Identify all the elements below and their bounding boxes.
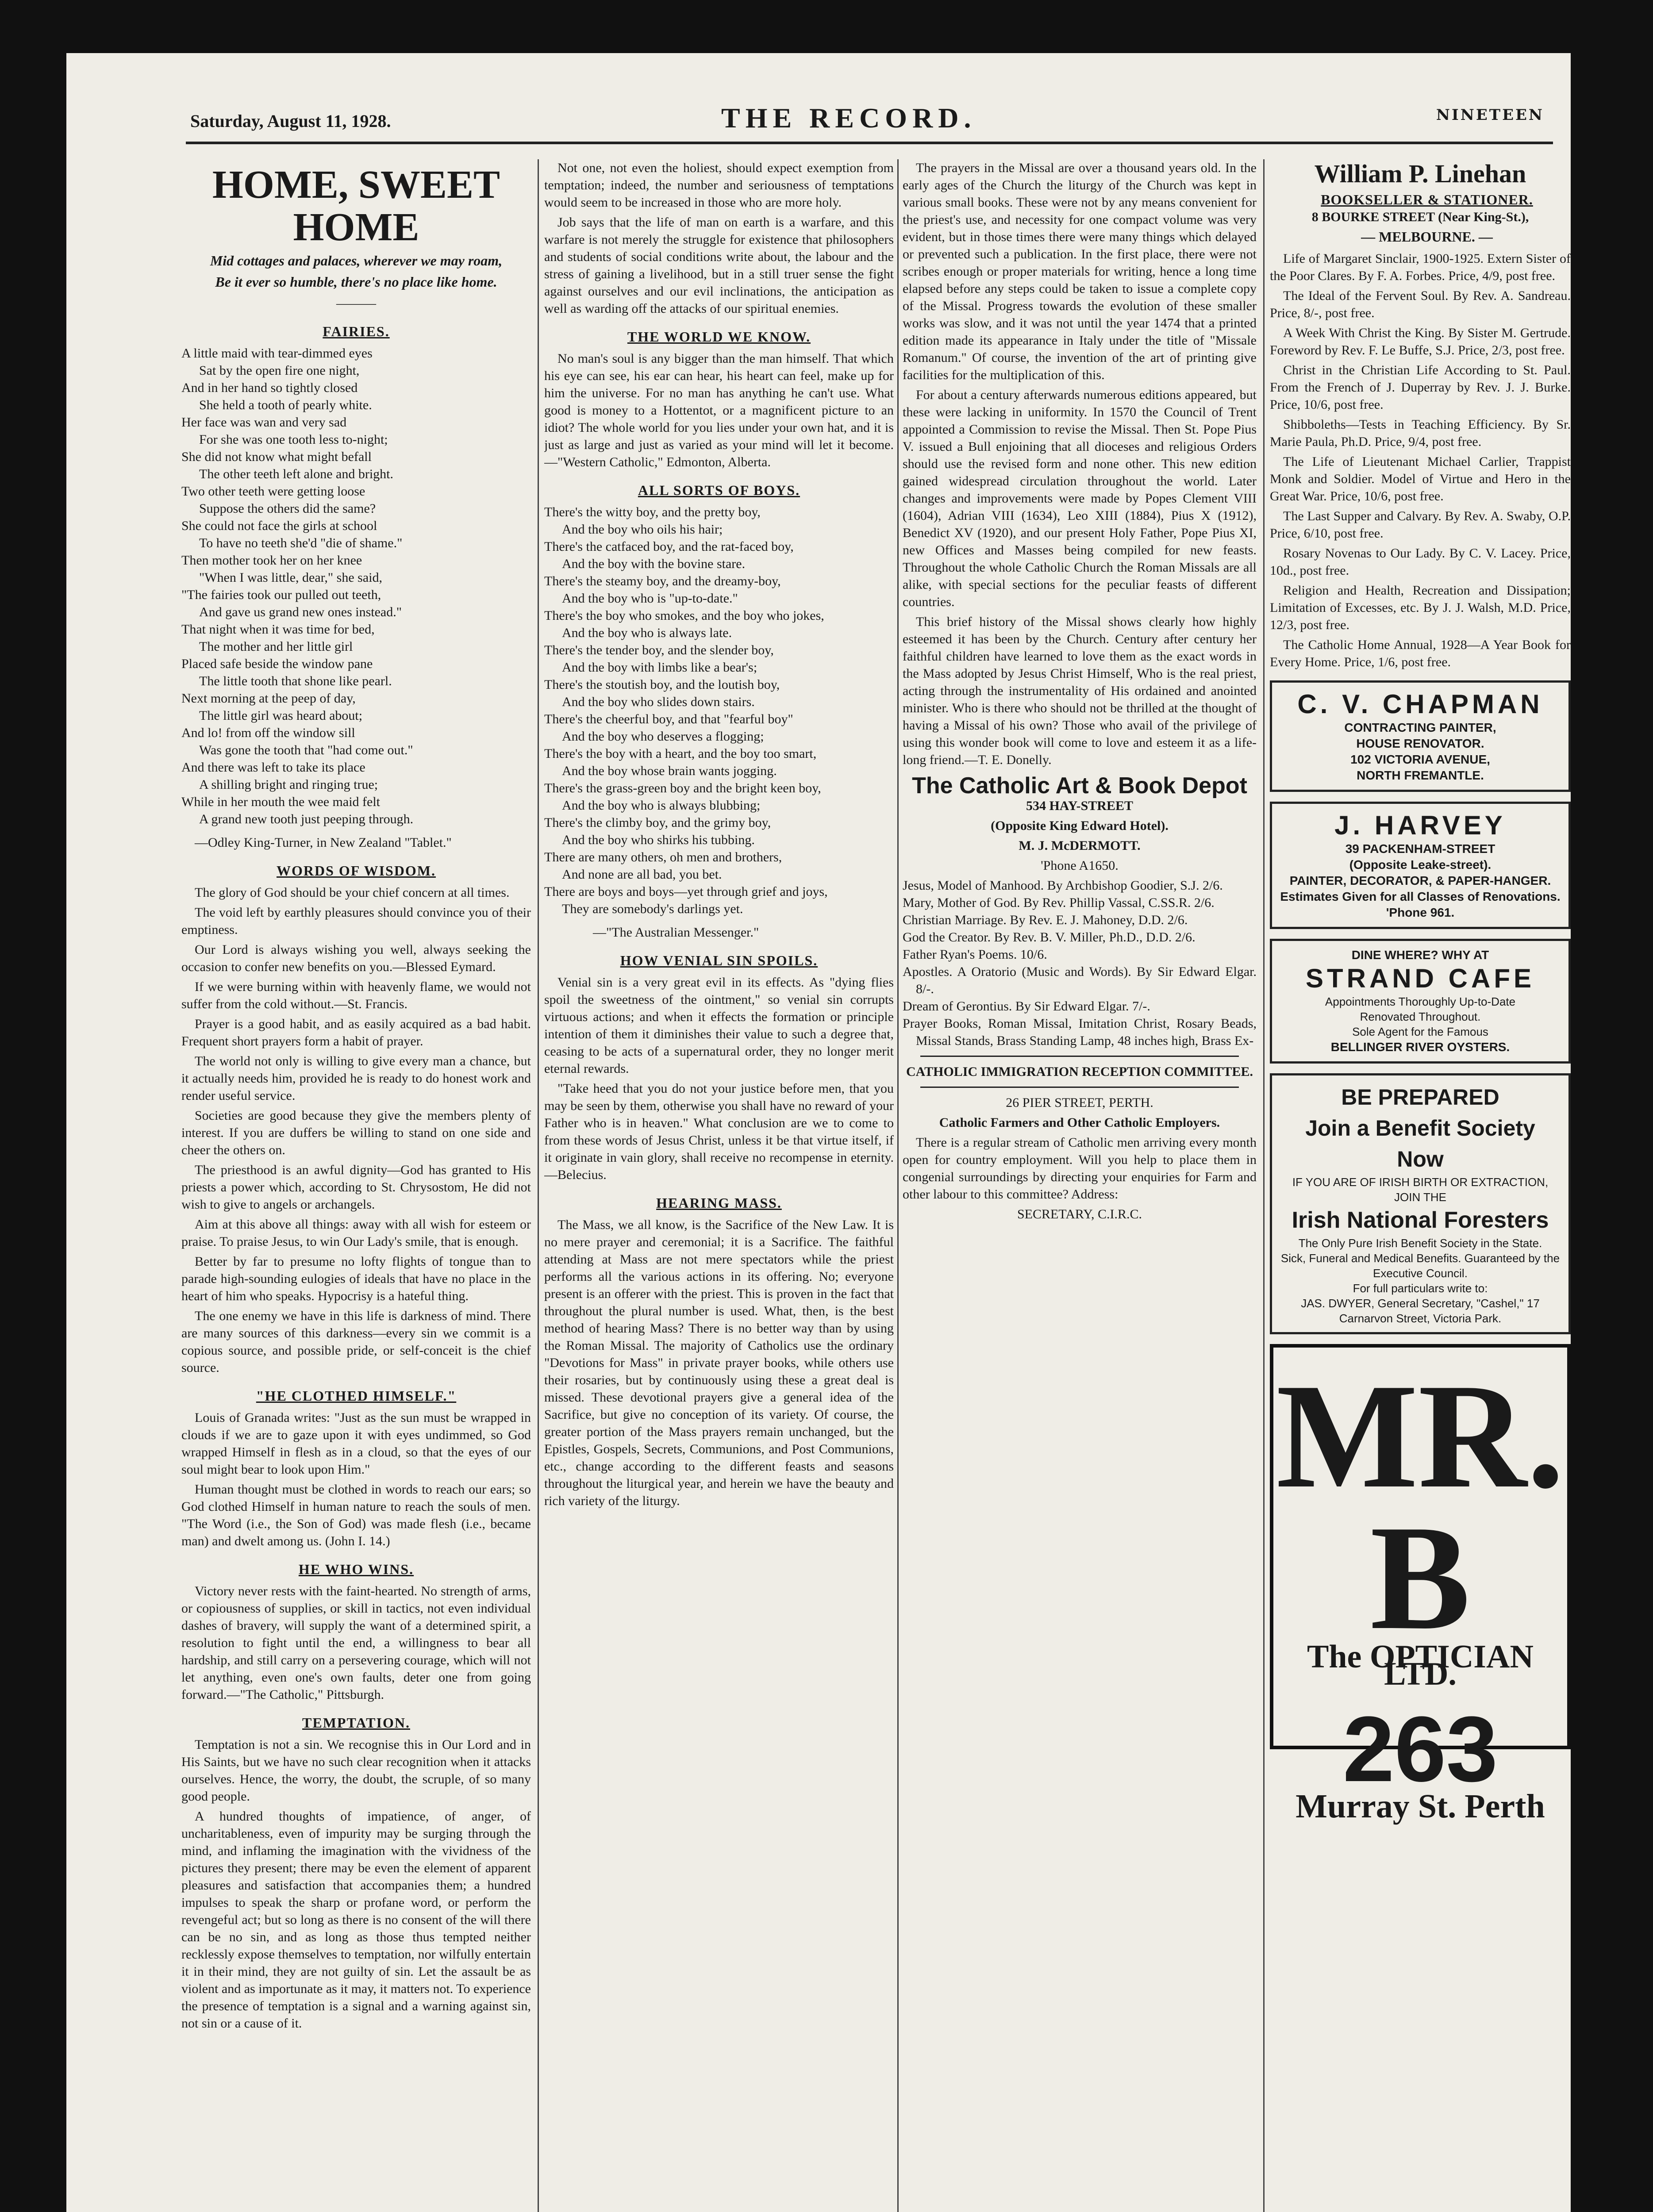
poem-line: "The fairies took our pulled out teeth, <box>181 588 381 602</box>
column-1 <box>181 159 531 2212</box>
poem-line: And the boy with the bovine stare. <box>562 557 746 571</box>
linehan-name: William P. Linehan <box>1314 159 1526 188</box>
book-item: God the Creator. By Rev. B. V. Miller, Ph.D., D.D. 2/6. <box>903 930 1196 945</box>
poem-line: And in her hand so tightly closed <box>181 380 358 395</box>
mrb-number: 263 <box>1342 1697 1498 1801</box>
poem-line: There are many others, oh men and brothers, <box>544 850 782 864</box>
harvey-line: (Opposite Leake-street). <box>1349 858 1492 872</box>
strand-line: Appointments Thoroughly Up-to-Date <box>1325 995 1516 1008</box>
poem-line: Her face was wan and very sad <box>181 415 347 430</box>
linehan-trade: BOOKSELLER & STATIONER. <box>1321 192 1533 207</box>
chapman-name: C. V. CHAPMAN <box>1297 689 1543 719</box>
linehan-item: The Life of Lieutenant Michael Carlier, Trappist Monk and Soldier. Model of Virtue and Hero in the Great War. Price, 10/6, post free. <box>1270 454 1571 503</box>
chapman-line: 102 VICTORIA AVENUE, <box>1350 753 1490 766</box>
foresters-line: IF YOU ARE OF IRISH BIRTH OR EXTRACTION, JOIN THE <box>1292 1175 1549 1204</box>
fairies-heading: FAIRIES. <box>323 323 390 339</box>
paragraph: "Take heed that you do not your justice before men, that you may be seen by them, otherwise you shall have no reward of your Father who is in heaven." What conclusion are we to come to from these words of Jesus Christ, unless it be that virtue itself, if it originate in vain glory, shall receive no recompense in eternity.—Belecius. <box>544 1081 894 1182</box>
poem-line: There's the tender boy, and the slender boy, <box>544 643 774 657</box>
immigration-body: There is a regular stream of Catholic men arriving every month open for country employment. Will you help to place them in congenial surroundings by directing your enquiries for Farm and other labour to this committee? Address: <box>903 1135 1257 1202</box>
poem-line: And the boy who is always late. <box>562 626 732 640</box>
poem-line: To have no teeth she'd "die of shame." <box>199 536 403 550</box>
foresters-join: Join a Benefit Society Now <box>1305 1116 1535 1171</box>
book-item: Christian Marriage. By Rev. E. J. Mahoney, D.D. 2/6. <box>903 913 1188 927</box>
home-subtitle-1: Mid cottages and palaces, wherever we may roam, <box>210 253 503 269</box>
poem-line: The mother and her little girl <box>199 639 353 654</box>
poem-line: The little tooth that shone like pearl. <box>199 674 392 688</box>
paragraph: Job says that the life of man on earth is a warfare, and this warfare is not merely the struggle for existence that philosophers and students of social conditions write about, the labour and the stress of gaining a livelihood, but in a still truer sense the fight against ourselves and our evil inclinations, the anticipation as well as warding off the attacks of our spiritual enemies. <box>544 215 894 316</box>
poem-line: There's the boy with a heart, and the boy too smart, <box>544 746 817 761</box>
book-item: Jesus, Model of Manhood. By Archbishop Goodier, S.J. 2/6. <box>903 878 1223 893</box>
masthead: THE RECORD. <box>721 102 976 134</box>
paragraph: The one enemy we have in this life is darkness of mind. There are many sources of this darkness—every sin we commit is a copious source, and possible pride, or self-conceit is the chief source. <box>181 1309 531 1375</box>
column-4 <box>1270 159 1571 2212</box>
linehan-item: The Ideal of the Fervent Soul. By Rev. A. Sandreau. Price, 8/-, post free. <box>1270 288 1571 320</box>
linehan-item: The Catholic Home Annual, 1928—A Year Book for Every Home. Price, 1/6, post free. <box>1270 637 1571 669</box>
poem-line: And the boy who oils his hair; <box>562 522 723 537</box>
newspaper-page <box>66 53 1571 2212</box>
paragraph: Temptation is not a sin. We recognise this in Our Lord and in His Saints, but we have no such clear recognition when it attacks ourselves. Hence, the worry, the doubt, the scruple, of so many good people. <box>181 1737 531 1804</box>
poem-line: That night when it was time for bed, <box>181 622 375 637</box>
foresters-line: The Only Pure Irish Benefit Society in the State. <box>1298 1237 1542 1250</box>
linehan-item: The Last Supper and Calvary. By Rev. A. Swaby, O.P. Price, 6/10, post free. <box>1270 509 1571 541</box>
boys-attribution: —"The Australian Messenger." <box>593 925 759 940</box>
column-2 <box>544 159 894 2212</box>
column-divider <box>1263 159 1265 2212</box>
foresters-name: Irish National Foresters <box>1292 1207 1549 1233</box>
poem-line: There's the stoutish boy, and the loutish boy, <box>544 677 780 692</box>
column-divider <box>538 159 539 2212</box>
mrb-street: Murray St. Perth <box>1295 1788 1545 1825</box>
foresters-line: Sick, Funeral and Medical Benefits. Guaranteed by the Executive Council. <box>1280 1252 1560 1280</box>
poem-line: There's the grass-green boy and the bright keen boy, <box>544 781 821 795</box>
paragraph: The prayers in the Missal are over a thousand years old. In the early ages of the Church the liturgy of the Church was kept in various small books. These were not by any means convenient for the priest's use, and necessity for one compact volume was very evident, but in those times there were many things which delayed or prevented such a publication. In the first place, there were not scribes enough or proper materials for writing, hence a long time elapsed before any steps could be taken to issue a complete copy of the Missal. Progress towards the evolution of these smaller works was slow, and it was not until the year 1474 that a printed edition made its appearance in Italy under the title of "Missale Romanum." Of course, the invention of the art of printing give facilities for the multiplication of this. <box>903 161 1257 382</box>
immigration-address: 26 PIER STREET, PERTH. <box>1006 1095 1153 1110</box>
poem-line: The other teeth left alone and bright. <box>199 467 393 481</box>
paragraph: The Mass, we all know, is the Sacrifice of the New Law. It is no mere prayer and ceremonial; it is a Sacrifice. The faithful attending at Mass are not mere spectators while the priest performs all the various actions in its offering. No; everyone present is an offerer with the priest. This is proven in the fact that throughout the plural number is used. What, then, is the best method of hearing Mass? There is no better way than by using the Roman Missal. The majority of Catholics use the ordinary "Devotions for Mass" in private prayer books, while others use their rosaries, but by continuously using these a great deal is missed. These devotional prayers give a general idea of the Sacrifice, but give no conception of its variety. Of course, the greater portion of the Mass prayers remain unchanged, but the Epistles, Gospels, Secrets, Communions, and Post Communions, etc., change according to the different feasts and seasons throughout the liturgical year, and herein we have the beauty and rich variety of the liturgy. <box>544 1217 894 1508</box>
paragraph: For about a century afterwards numerous editions appeared, but these were lacking in uniformity. In 1570 the Council of Trent appointed a Commission to revise the Missal. Then St. Pope Pius V. issued a Bull enjoining that all dioceses and religious Orders should use the revised form and none other. This new edition gained widespread circulation throughout the world. Later changes and improvements were made by Popes Clement VIII (1604), Adrian VIII (1634), Leo XIII (1884), Pius X (1912), Benedict XV (1920), and our present Holy Father, Pope Pius XI, new Offices and Masses being compiled for new feasts. Throughout the whole Catholic Church the Roman Missals are all alike, with special sections for the peculiar feasts of different countries. <box>903 388 1257 609</box>
header-rule <box>186 142 1553 144</box>
poem-line: There's the catfaced boy, and the rat-faced boy, <box>544 539 794 554</box>
poem-line: Suppose the others did the same? <box>199 501 376 516</box>
paragraph: If we were burning within with heavenly flame, we would not suffer from the cold without.—St. Francis. <box>181 979 531 1011</box>
mass-heading: HEARING MASS. <box>656 1195 782 1211</box>
artbook-opposite: (Opposite King Edward Hotel). <box>991 818 1169 833</box>
paragraph: Better by far to presume no lofty flights of tongue than to parade high-sounding eulogies of ideals that have no place in the heart of him who speaks. Hypocrisy is a hateful thing. <box>181 1254 531 1303</box>
paragraph: Victory never rests with the faint-hearted. No strength of arms, or copiousness of supplies, or skill in tactics, not even individual dashes of bravery, will supply the want of a determined spirit, a resolution to fight until the end, a willingness to bear all hardship, and still carry on a persevering courage, which will not let anything, even one's own faults, deter one from going forward.—"The Catholic," Pittsburgh. <box>181 1584 531 1702</box>
paragraph: The priesthood is an awful dignity—God has granted to His priests a power which, according to St. Chrysostom, He did not wish to give to angels or archangels. <box>181 1163 531 1212</box>
poem-line: While in her mouth the wee maid felt <box>181 795 381 809</box>
immigration-sign: SECRETARY, C.I.R.C. <box>1017 1207 1142 1221</box>
strand-line: BELLINGER RIVER OYSTERS. <box>1330 1040 1510 1054</box>
divider <box>920 1087 1239 1088</box>
poem-line: Then mother took her on her knee <box>181 553 362 568</box>
paragraph: Human thought must be clothed in words to reach our ears; so God clothed Himself in human nature to reach the souls of men. "The Word (i.e., the Son of God) was made flesh (i.e., became man) and dwelt among us. (John I. 14.) <box>181 1482 531 1548</box>
linehan-item: Rosary Novenas to Our Lady. By C. V. Lacey. Price, 10d., post free. <box>1270 546 1571 578</box>
poem-line: And the boy who is "up-to-date." <box>562 591 738 606</box>
poem-line: There's the witty boy, and the pretty boy, <box>544 505 761 519</box>
paragraph: Not one, not even the holiest, should expect exemption from temptation; indeed, the number and seriousness of temptations would seem to be increased in those who are more holy. <box>544 161 894 210</box>
strand-name: STRAND CAFE <box>1306 964 1535 993</box>
page-header <box>66 102 1571 146</box>
harvey-line: PAINTER, DECORATOR, & PAPER-HANGER. <box>1289 874 1551 887</box>
poem-line: And lo! from off the window sill <box>181 726 355 740</box>
paragraph: The glory of God should be your chief concern at all times. <box>195 885 510 900</box>
book-item: Father Ryan's Poems. 10/6. <box>903 947 1047 962</box>
poem-line: And none are all bad, you bet. <box>562 867 722 882</box>
linehan-item: Religion and Health, Recreation and Dissipation; Limitation of Excesses, etc. By J. J. Walsh, M.D. Price, 12/3, post free. <box>1270 583 1571 632</box>
poem-line: Was gone the tooth that "had come out." <box>199 743 413 757</box>
poem-line: And there was left to take its place <box>181 760 365 775</box>
poem-line: A shilling bright and ringing true; <box>199 777 378 792</box>
home-title: HOME, SWEET HOME <box>212 163 500 249</box>
fairies-attribution: —Odley King-Turner, in New Zealand "Tablet." <box>195 835 452 850</box>
world-heading: THE WORLD WE KNOW. <box>627 329 811 345</box>
column-divider <box>897 159 899 2212</box>
mrb-line: The OPTICIAN LTD. <box>1307 1639 1534 1692</box>
poem-line: And the boy whose brain wants jogging. <box>562 764 777 778</box>
separator: ——— <box>336 296 376 311</box>
poem-line: A grand new tooth just peeping through. <box>199 812 414 826</box>
poem-line: She did not know what might befall <box>181 449 372 464</box>
book-item: Apostles. A Oratorio (Music and Words). By Sir Edward Elgar. 8/-. <box>903 964 1257 996</box>
wisdom-heading: WORDS OF WISDOM. <box>276 863 436 879</box>
clothed-heading: "HE CLOTHED HIMSELF." <box>256 1388 457 1404</box>
poem-line: "When I was little, dear," she said, <box>199 570 382 585</box>
artbook-owner: M. J. McDERMOTT. <box>1019 838 1141 853</box>
fairies-poem <box>181 345 531 828</box>
harvey-ad <box>1270 802 1571 929</box>
paragraph: The world not only is willing to give every man a chance, but it actually needs him, provided he is ready to do honest work and render useful service. <box>181 1054 531 1103</box>
poem-line: Sat by the open fire one night, <box>199 363 360 378</box>
immigration-title: CATHOLIC IMMIGRATION RECEPTION COMMITTEE. <box>906 1064 1253 1079</box>
poem-line: There are boys and boys—yet through grief and joys, <box>544 884 828 899</box>
paragraph: Prayer is a good habit, and as easily acquired as a bad habit. Frequent short prayers form a habit of prayer. <box>181 1017 531 1048</box>
paragraph: Louis of Granada writes: "Just as the sun must be wrapped in clouds if we are to gaze upon it with eyes undimmed, so God wrapped Himself in flesh as in a cloud, so that the eyes of our soul might bear to look upon Him." <box>181 1410 531 1477</box>
chapman-ad <box>1270 680 1571 792</box>
artbook-phone: 'Phone A1650. <box>1041 858 1119 873</box>
strand-top: DINE WHERE? WHY AT <box>1351 948 1489 962</box>
poem-line: There's the climby boy, and the grimy boy, <box>544 815 771 830</box>
home-subtitle-2: Be it ever so humble, there's no place like home. <box>215 274 497 290</box>
poem-line: There's the steamy boy, and the dreamy-boy, <box>544 574 781 588</box>
paragraph: No man's soul is any bigger than the man himself. That which his eye can see, his ear can hear, his heart can feel, make up for him the universe. For no man has anything he can't use. What good is money to a Hottentot, or a magnificent picture to an idiot? The whole world for you lies under your own hat, and it is just as large and just as varied as your mind will let it become.—"Western Catholic," Edmonton, Alberta. <box>544 351 894 469</box>
issue-date: Saturday, August 11, 1928. <box>190 111 391 131</box>
poem-line: She held a tooth of pearly white. <box>199 398 372 412</box>
strand-line: Renovated Throughout. <box>1360 1010 1481 1023</box>
poem-line: Placed safe beside the window pane <box>181 657 373 671</box>
divider <box>920 1056 1239 1057</box>
poem-line: The little girl was heard about; <box>199 708 363 723</box>
artbook-title: The Catholic Art & Book Depot <box>912 773 1247 799</box>
harvey-line: Estimates Given for all Classes of Renovations. 'Phone 961. <box>1280 890 1561 919</box>
linehan-item: A Week With Christ the King. By Sister M. Gertrude. Foreword by Rev. F. Le Buffe, S.J. Price, 2/3, post free. <box>1270 326 1571 357</box>
boys-poem <box>544 503 894 918</box>
poem-line: A little maid with tear-dimmed eyes <box>181 346 373 361</box>
paragraph: Our Lord is always wishing you well, always seeking the occasion to confer new benefits on you.—Blessed Eymard. <box>181 942 531 974</box>
paragraph: The void left by earthly pleasures should convince you of their emptiness. <box>181 905 531 937</box>
wins-heading: HE WHO WINS. <box>298 1561 414 1577</box>
linehan-item: Life of Margaret Sinclair, 1900-1925. Extern Sister of the Poor Clares. By F. A. Forbes. Price, 4/9, post free. <box>1270 251 1571 283</box>
poem-line: There's the cheerful boy, and that "fearful boy" <box>544 712 793 726</box>
artbook-address: 534 HAY-STREET <box>1026 799 1134 813</box>
paragraph: This brief history of the Missal shows clearly how highly esteemed it has been by the Church. Century after century her faithful children have learned to love them as the exact words in the Mass adopted by Jesus Christ Himself, Who is the real priest, acting through the instrumentality of His ordained and anointed minister. Who is there who should not be thrilled at the thought of having a Missal of his own? Those who avail of the privilege of using this wonder book will come to love and esteem it as a life-long friend.—T. E. Donelly. <box>903 614 1257 767</box>
harvey-line: 39 PACKENHAM-STREET <box>1345 842 1495 856</box>
book-item: Mary, Mother of God. By Rev. Phillip Vassal, C.SS.R. 2/6. <box>903 895 1215 910</box>
foresters-line: JAS. DWYER, General Secretary, "Cashel," 17 Carnarvon Street, Victoria Park. <box>1301 1297 1540 1325</box>
chapman-line: CONTRACTING PAINTER, <box>1344 721 1496 734</box>
foresters-line: For full particulars write to: <box>1353 1282 1488 1295</box>
paragraph: Aim at this above all things: away with all wish for esteem or praise. To praise Jesus, to win Our Lady's smile, that is enough. <box>181 1217 531 1249</box>
poem-line: And the boy with limbs like a bear's; <box>562 660 757 675</box>
poem-line: And the boy who is always blubbing; <box>562 798 761 813</box>
boys-heading: ALL SORTS OF BOYS. <box>638 482 800 498</box>
poem-line: She could not face the girls at school <box>181 518 377 533</box>
chapman-line: NORTH FREMANTLE. <box>1357 768 1484 782</box>
harvey-name: J. HARVEY <box>1334 810 1506 840</box>
mrb-optician-ad <box>1270 1344 1571 1825</box>
linehan-item: Shibboleths—Tests in Teaching Efficiency. By Sr. Marie Paula, Ph.D. Price, 9/4, post free. <box>1270 417 1571 449</box>
book-item: Dream of Gerontius. By Sir Edward Elgar. 7/-. <box>903 999 1150 1014</box>
poem-line: They are somebody's darlings yet. <box>562 902 743 916</box>
poem-line: For she was one tooth less to-night; <box>199 432 388 447</box>
paragraph: Venial sin is a very great evil in its effects. As "dying flies spoil the sweetness of the ointment," so venial sin corrupts virtuous actions; and when it effects the formation or principle intention of them it diminishes their value to such a degree that, ceasing to be acts of a supernatural order, they no longer merit eternal rewards. <box>544 975 894 1076</box>
poem-line: There's the boy who smokes, and the boy who jokes, <box>544 608 824 623</box>
linehan-address: 8 BOURKE STREET (Near King-St.), <box>1311 210 1529 224</box>
poem-line: Next morning at the peep of day, <box>181 691 356 706</box>
strand-ad <box>1270 939 1571 1064</box>
foresters-top: BE PREPARED <box>1341 1085 1499 1110</box>
linehan-city: — MELBOURNE. — <box>1361 229 1493 245</box>
chapman-line: HOUSE RENOVATOR. <box>1356 737 1484 750</box>
immigration-subtitle: Catholic Farmers and Other Catholic Employers. <box>939 1115 1220 1130</box>
poem-line: And the boy who shirks his tubbing. <box>562 833 755 847</box>
poem-line: Two other teeth were getting loose <box>181 484 365 499</box>
poem-line: And gave us grand new ones instead." <box>199 605 402 619</box>
linehan-item: Christ in the Christian Life According to St. Paul. From the French of J. Duperray by Rev. J. J. Burke. Price, 10/6, post free. <box>1270 363 1571 412</box>
paragraph: A hundred thoughts of impatience, of anger, of uncharitableness, even of impurity may be surging through the mind, and inflaming the imagination with the vividness of the pictures they present; there may be even the element of apparent pleasures and satisfaction that accompanies them; a hundred impulses to speak the sharp or profane word, or perform the revengeful act; but so long as there is no consent of the will there can be no sin, and as long as those thus tempted neither recklessly expose themselves to temptation, nor wilfully entertain it in their mind, they are not guilty of sin. Let the assault be as violent and as importunate as it may, it matters not. To experience the presence of temptation is a signal and a warning against sin, not sin or a cause of it. <box>181 1809 531 2031</box>
poem-line: And the boy who slides down stairs. <box>562 695 755 709</box>
strand-line: Sole Agent for the Famous <box>1352 1025 1488 1038</box>
page-number: NINETEEN <box>1436 106 1544 124</box>
venial-heading: HOW VENIAL SIN SPOILS. <box>620 952 818 968</box>
foresters-ad <box>1270 1073 1571 1334</box>
paragraph: Societies are good because they give the members plenty of interest. If you are duffers be willing to stand on one side and cheer the others on. <box>181 1108 531 1157</box>
column-3 <box>903 159 1257 2212</box>
temptation-heading: TEMPTATION. <box>302 1715 410 1731</box>
poem-line: And the boy who deserves a flogging; <box>562 729 764 744</box>
book-item: Prayer Books, Roman Missal, Imitation Christ, Rosary Beads, Missal Stands, Brass Standing Lamp, 48 inches high, Brass Ex- <box>903 1016 1257 1048</box>
mrb-name: MR. B <box>1276 1352 1565 1661</box>
